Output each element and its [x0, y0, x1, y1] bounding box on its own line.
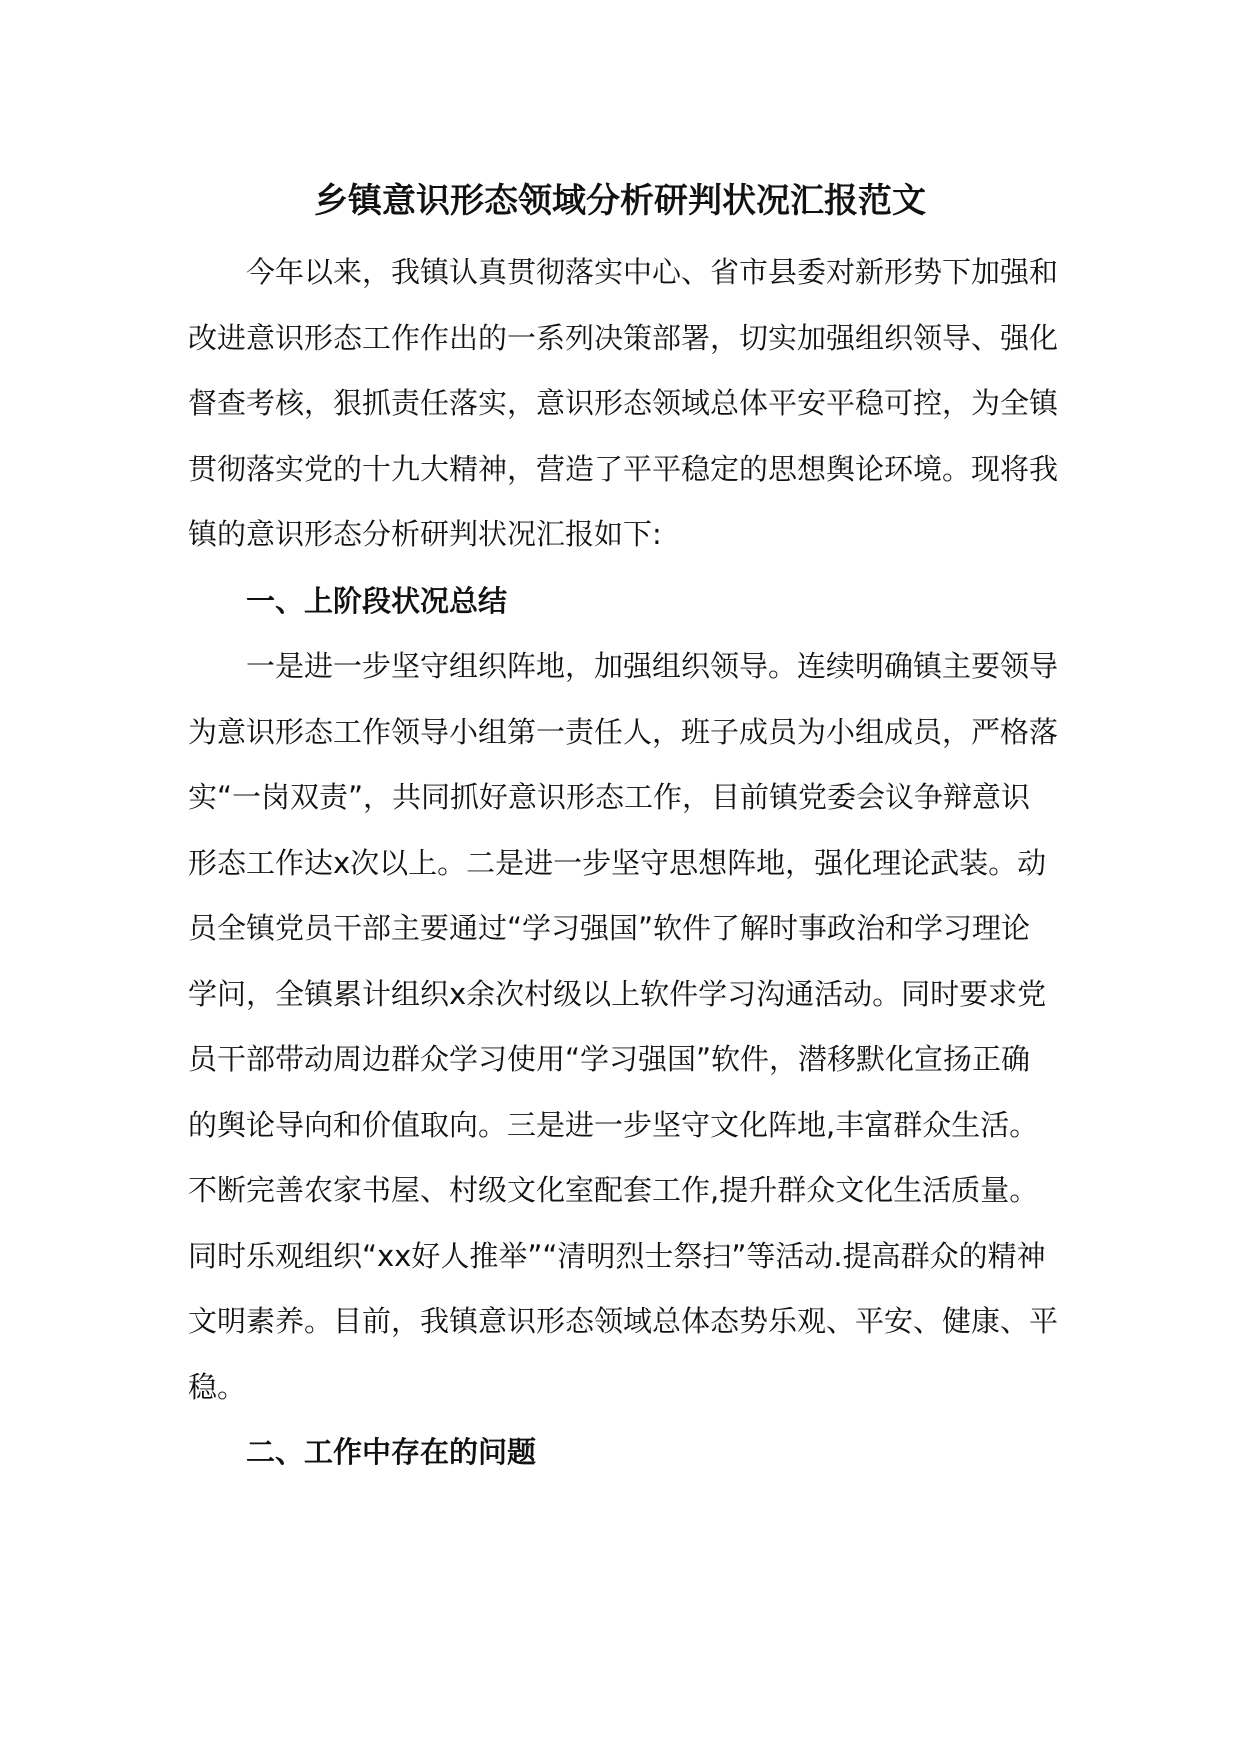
intro-paragraph: 今年以来，我镇认真贯彻落实中心、省市县委对新形势下加强和改进意识形态工作作出的一系列决策部署，切实加强组织领导、强化督查考核，狠抓责任落实，意识形态领域总体平安平稳可控，为全镇贯彻落实党的十九大精神，营造了平平稳定的思想舆论环境。现将我镇的意识形态分析研判状况汇报如下:: [188, 255, 1059, 551]
section-heading-1: 一、上阶段状况总结: [246, 584, 508, 618]
summary-paragraph: 一是进一步坚守组织阵地，加强组织领导。连续明确镇主要领导为意识形态工作领导小组第一责任人，班子成员为小组成员，严格落实“一岗双责”，共同抓好意识形态工作，目前镇党委会议争辩意识形态工作达x次以上。二是进一步坚守思想阵地，强化理论武装。动员全镇党员干部主要通过“学习强国”软件了解时事政治和学习理论学问，全镇累计组织x余次村级以上软件学习沟通活动。同时要求党员干部带动周边群众学习使用“学习强国”软件，潜移默化宣扬正确的舆论导向和价值取向。三是进一步坚守文化阵地,丰富群众生活。不断完善农家书屋、村级文化室配套工作,提升群众文化生活质量。同时乐观组织“xx好人推举”“清明烈士祭扫”等活动.提高群众的精神文明素养。目前，我镇意识形态领域总体态势乐观、平安、健康、平稳。: [188, 649, 1059, 1404]
document-title: 乡镇意识形态领域分析研判状况汇报范文: [314, 181, 926, 221]
section-heading-2: 二、工作中存在的问题: [246, 1435, 537, 1469]
